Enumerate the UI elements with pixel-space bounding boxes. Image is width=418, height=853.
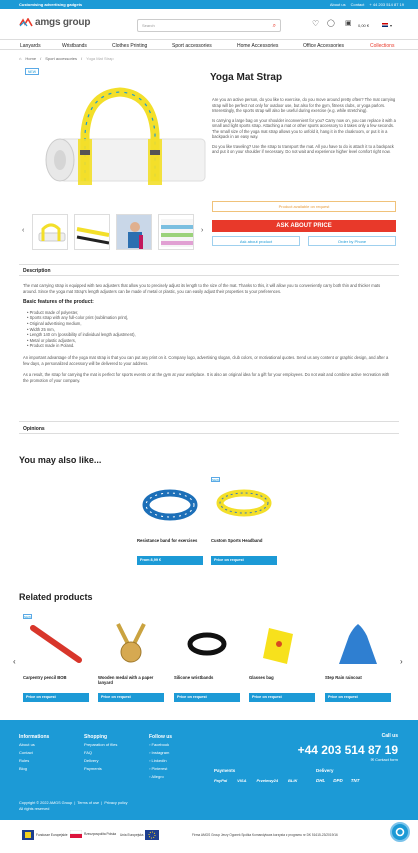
thumbnail-4[interactable]	[158, 214, 194, 250]
nav-clothes-printing[interactable]: Clothes Printing	[112, 43, 148, 49]
cart-icon[interactable]: ▣	[345, 20, 352, 27]
footer-social-link[interactable]: ▫ Allegro	[149, 774, 164, 779]
allegro-icon: ▫	[149, 774, 152, 779]
nav-sport-accessories[interactable]: Sport accessories	[172, 43, 212, 49]
product-name: Resistance band for exercises	[137, 538, 198, 543]
description-p2: An important advantage of the yoga mat strap is that you can put any print on it. Company logo, advertising slogan, club colors, or motivational quotes. Send us any content or graphic design, and after a few days, a personalized accessory will be delivered to your address.	[23, 354, 389, 366]
footer-social-link[interactable]: ▫ Instagram	[149, 750, 170, 755]
tnt-logo: TNT	[350, 778, 360, 783]
footer-link[interactable]: Preparation of files	[84, 742, 118, 747]
headband-image	[211, 483, 277, 533]
footer-shopping	[84, 733, 117, 773]
funding-note: Firma AMGS Group Jerzy Ogonek Spółka Komandytowa korzysta z programu nr DK 51615-23/2019/16	[192, 833, 338, 837]
product-name: Custom Sports Headband	[211, 538, 263, 543]
footer-social-link[interactable]: ▫ Pinterest	[149, 766, 168, 771]
description-p1: The mat carrying strap is equipped with two adjusters that allow you to precisely adjust its length to the size of the mat. Thanks to this, it will allow you to conveniently carry both thin and thicker mats around. Since the yoga mat Strap's length adjusters can be made of metal or plastic, you can easily adjust their properties to your preferences.	[23, 283, 381, 294]
feature-item: • Product made of polyester,	[27, 310, 395, 316]
description-tab-label: Description	[23, 268, 51, 274]
footer-link[interactable]: FAQ	[84, 750, 93, 755]
chat-button[interactable]	[390, 822, 410, 842]
eu-logo: Unia Europejska	[120, 830, 159, 840]
footer-shop-title: Shopping	[84, 734, 108, 740]
opinions-tab-label: Opinions	[23, 426, 45, 432]
privacy-link[interactable]: Privacy policy	[104, 801, 128, 805]
call-us-title: Call us	[381, 733, 398, 739]
payment-logos	[214, 778, 297, 783]
heart-icon[interactable]: ♡	[312, 19, 320, 28]
ask-price-button[interactable]: ASK ABOUT PRICE	[212, 220, 396, 232]
product-short-description	[212, 97, 396, 159]
copyright-text: Copyright © 2022 AMGS Group	[19, 801, 73, 805]
feature-item: • Original advertising medium,	[27, 321, 395, 327]
linkedin-icon: ▫	[149, 758, 152, 763]
product-card[interactable]	[174, 620, 240, 702]
footer-link[interactable]: About us	[19, 742, 35, 747]
delivery-logos	[316, 778, 360, 783]
features-list	[23, 310, 395, 349]
feature-item: • Metal or plastic adjusters,	[27, 338, 395, 344]
new-badge: NEW	[25, 68, 39, 75]
visa-logo: VISA	[237, 778, 247, 783]
logo-icon	[19, 18, 33, 27]
resistance-band-image	[137, 483, 203, 533]
facebook-icon: ▫	[149, 742, 152, 747]
search-placeholder: Search	[142, 23, 155, 28]
product-card[interactable]	[98, 620, 164, 702]
ask-product-button[interactable]: Ask about product	[212, 236, 300, 246]
product-price[interactable]: Price on request	[23, 693, 89, 702]
footer-link[interactable]: Delivery	[84, 758, 99, 763]
product-name: Glasses bag	[249, 675, 274, 680]
footer-social-link[interactable]: ▫ LinkedIn	[149, 758, 167, 763]
availability-box: Product available on request	[212, 201, 396, 212]
product-card[interactable]	[137, 483, 203, 565]
description-p3: As a result, the strap for carrying the mat is perfect for sports events or at the gym at your workplace. It is also an original idea for a gift for your employees. Do not wait and combine active recreation with the promotion of your company.	[23, 372, 390, 383]
footer	[0, 720, 418, 820]
terms-link[interactable]: Terms of use	[77, 801, 100, 805]
product-price[interactable]: Price on request	[249, 693, 315, 702]
product-card[interactable]	[23, 615, 89, 702]
cart-value: 0,00 €	[358, 23, 370, 28]
related-next-arrow[interactable]: ›	[400, 657, 403, 666]
eu-funding-strip	[0, 820, 418, 853]
payments-title: Payments	[214, 768, 236, 773]
product-card[interactable]	[249, 620, 315, 702]
product-price[interactable]: Price on request	[98, 693, 164, 702]
contact-form-link[interactable]: ✉ Contact form	[370, 757, 398, 762]
phone-link[interactable]: + 44 203 514 87 19	[369, 2, 404, 7]
description-body	[23, 283, 395, 389]
order-phone-button[interactable]: Order by Phone	[308, 236, 396, 246]
breadcrumb-current: Yoga Mat Strap	[86, 56, 114, 61]
product-name: Silicone wristbands	[174, 675, 214, 680]
thumbnail-1[interactable]	[32, 214, 68, 250]
thumb-prev-arrow[interactable]: ‹	[22, 227, 25, 234]
related-title: Related products	[19, 592, 93, 602]
blik-logo: BLIK	[288, 778, 298, 783]
footer-link[interactable]: Blog	[19, 766, 28, 771]
contact-link[interactable]: Contact	[350, 2, 365, 7]
breadcrumb-category[interactable]: Sport accessories	[45, 56, 78, 61]
feature-item: • Sports strap with any full-color print (sublimation print),	[27, 315, 395, 321]
feature-item: • Width 25 mm,	[27, 327, 395, 333]
uk-flag-icon[interactable]	[382, 23, 388, 27]
home-icon[interactable]: ⌂	[19, 56, 22, 61]
search-icon[interactable]: ⌕	[272, 23, 276, 29]
product-price[interactable]: Price on request	[211, 556, 277, 565]
about-link[interactable]: About us	[329, 2, 346, 7]
breadcrumb: ⌂ Home / Sport accessories / Yoga Mat Strap	[19, 56, 114, 61]
feature-item: • Product made in Poland.	[27, 343, 395, 349]
pencil-image	[23, 620, 89, 670]
nav-office-accessories[interactable]: Office Accessories	[303, 43, 345, 49]
przelewy24-logo: Przelewy24	[256, 778, 279, 783]
thumbnail-2[interactable]	[74, 214, 110, 250]
features-title: Basic features of the product:	[23, 299, 94, 306]
rights-text: All rights reserved	[19, 807, 50, 811]
wristband-image	[174, 620, 240, 670]
desc-paragraph-2: Is carrying a large bag on your shoulder inconvenient for you? Carry now on, you can replace it with a small and light sports strap. Attaching a mat or other sports accessory to it takes only a few seconds. The small size of the yoga mat strap allows you to unfold it, hang it in the cloakroom, or put it in a backpack in an easy way.	[212, 117, 396, 139]
footer-social-link[interactable]: ▫ Facebook	[149, 742, 170, 747]
eu-funds-logo: Fundusze Europejskie	[22, 830, 68, 840]
logo-text: amgs group	[35, 17, 91, 28]
poland-logo: Rzeczpospolita Polska	[70, 830, 116, 838]
footer-link[interactable]: Payments	[84, 766, 102, 771]
footer-link[interactable]: Contact	[19, 750, 33, 755]
breadcrumb-home[interactable]: Home	[25, 56, 37, 61]
product-name: Wooden medal with a paper lanyard	[98, 675, 154, 685]
product-card[interactable]	[325, 620, 391, 702]
thumb-next-arrow[interactable]: ›	[201, 227, 204, 234]
chevron-down-icon[interactable]: ▾	[390, 23, 393, 28]
thumbnail-3[interactable]	[116, 214, 152, 250]
desc-paragraph-3: Do you like traveling? Use the strap to transport the mat. All you have to do is attach it to a backpack and put it on your shoulder if necessary. Do not wait and experience higher level comfort right now.	[212, 143, 394, 154]
footer-info-title: Informations	[19, 734, 50, 740]
nav-collections[interactable]: Collections	[370, 43, 395, 49]
dpd-logo: DPD	[333, 778, 343, 783]
product-price[interactable]: From 8,99 €	[137, 556, 203, 565]
paypal-logo: PayPal	[214, 778, 228, 783]
eu-funds-icon	[22, 830, 34, 840]
opinions-tab[interactable]	[19, 421, 399, 434]
copyright: Copyright © 2022 AMGS Group | Terms of use | Privacy policy All rights reserved	[19, 801, 128, 811]
delivery-title: Delivery	[316, 768, 334, 773]
also-like-title: You may also like...	[19, 455, 102, 465]
pinterest-icon: ▫	[149, 766, 152, 771]
footer-follow	[149, 733, 172, 781]
thumbnail-strip	[32, 214, 194, 250]
poland-flag-icon	[70, 830, 82, 838]
glasses-bag-image	[249, 620, 315, 670]
nav-lanyards[interactable]: Lanyards	[20, 43, 41, 49]
new-badge: NEW	[212, 478, 219, 482]
footer-follow-title: Follow us	[149, 734, 173, 740]
nav-home-accessories[interactable]: Home Accessories	[237, 43, 279, 49]
footer-info	[19, 733, 49, 773]
footer-phone[interactable]: +44 203 514 87 19	[297, 743, 398, 757]
top-bar	[0, 0, 418, 9]
nav-wristbands[interactable]: Wristbands	[62, 43, 87, 49]
slogan: Customising advertising gadgets	[19, 2, 83, 7]
product-price[interactable]: Price on request	[325, 693, 391, 702]
mail-icon: ✉	[370, 757, 376, 762]
product-price[interactable]: Price on request	[174, 693, 240, 702]
chat-icon	[392, 824, 408, 840]
instagram-icon: ▫	[149, 750, 152, 755]
logo[interactable]	[19, 17, 90, 28]
product-main-image[interactable]	[30, 84, 208, 210]
user-icon[interactable]: ◯	[327, 20, 335, 27]
footer-link[interactable]: Rules	[19, 758, 30, 763]
medal-image	[98, 620, 164, 670]
dhl-logo: DHL	[316, 778, 326, 783]
search-input[interactable]	[137, 19, 281, 32]
related-prev-arrow[interactable]: ‹	[13, 657, 16, 666]
raincoat-image	[325, 620, 391, 670]
product-name: Step Rain raincoat	[325, 675, 362, 680]
new-badge: NEW	[24, 615, 31, 619]
product-name: Carpentry pencil BOB	[23, 675, 67, 680]
description-tab[interactable]	[19, 264, 399, 276]
main-nav	[0, 39, 418, 50]
feature-item: • Length 140 cm (possibility of individual length adjustment),	[27, 332, 395, 338]
desc-paragraph-1: Are you an active person, do you like to exercise, do you move around pretty often? The mat carrying strap will be perfect not only for outdoor use, but also for the gym, fitness clubs, or yoga parlors. Interestingly, the sports strap will also be useful during exercise (e.g. while stretching).	[212, 97, 396, 113]
product-title: Yoga Mat Strap	[210, 72, 283, 83]
eu-flag-icon	[145, 830, 159, 840]
product-card[interactable]	[211, 478, 277, 565]
